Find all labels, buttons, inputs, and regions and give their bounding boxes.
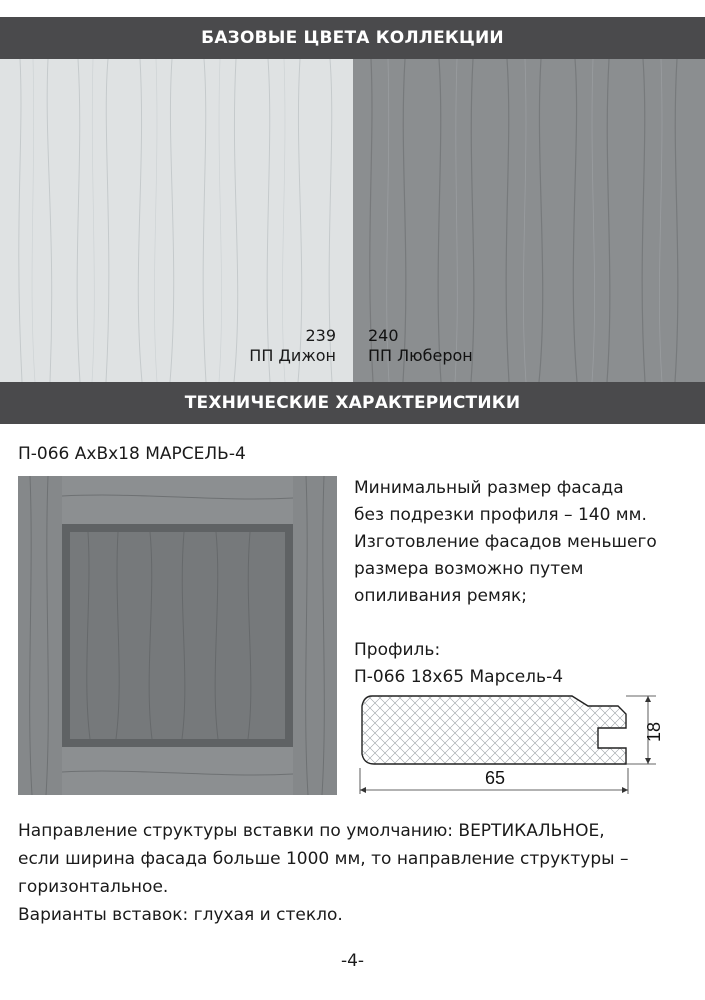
color-label-240 bbox=[368, 326, 473, 366]
structure-note bbox=[18, 817, 698, 929]
profile-outline bbox=[362, 696, 626, 764]
color-swatch-luberon bbox=[353, 59, 705, 382]
note-line: горизонтальное. bbox=[18, 877, 169, 897]
note-line: если ширина фасада больше 1000 мм, то направление структуры – bbox=[18, 849, 629, 869]
description-line: размера возможно путем bbox=[354, 559, 584, 579]
door-facade-image bbox=[18, 476, 337, 795]
description-line: Минимальный размер фасада bbox=[354, 478, 624, 498]
model-title: П-066 АхВх18 МАРСЕЛЬ-4 bbox=[18, 444, 246, 464]
collection-colors-header bbox=[0, 17, 705, 59]
description-line: Изготовление фасадов меньшего bbox=[354, 532, 657, 552]
note-line: Направление структуры вставки по умолчанию: ВЕРТИКАЛЬНОЕ, bbox=[18, 821, 605, 841]
page-number: -4- bbox=[340, 951, 365, 971]
profile-width-label: 65 bbox=[484, 768, 506, 788]
profile-heading bbox=[354, 637, 563, 691]
description bbox=[354, 475, 694, 610]
profile-drawing bbox=[350, 688, 670, 800]
color-name: ПП Дижон bbox=[249, 346, 336, 365]
color-name: ПП Люберон bbox=[368, 346, 473, 365]
profile-height-label: 18 bbox=[644, 721, 664, 743]
description-line: опиливания ремяк; bbox=[354, 586, 528, 606]
profile-name: П-066 18х65 Марсель-4 bbox=[354, 667, 564, 687]
tech-specs-header bbox=[0, 382, 705, 424]
color-code: 239 bbox=[305, 326, 336, 345]
note-line: Варианты вставок: глухая и стекло. bbox=[18, 905, 343, 925]
color-swatch-dijon bbox=[0, 59, 353, 382]
color-label-239 bbox=[249, 326, 336, 366]
color-code: 240 bbox=[368, 326, 399, 345]
description-line: без подрезки профиля – 140 мм. bbox=[354, 505, 647, 525]
profile-label: Профиль: bbox=[354, 640, 441, 660]
collection-colors-title: БАЗОВЫЕ ЦВЕТА КОЛЛЕКЦИИ bbox=[201, 28, 504, 48]
tech-specs-title: ТЕХНИЧЕСКИЕ ХАРАКТЕРИСТИКИ bbox=[184, 393, 521, 413]
